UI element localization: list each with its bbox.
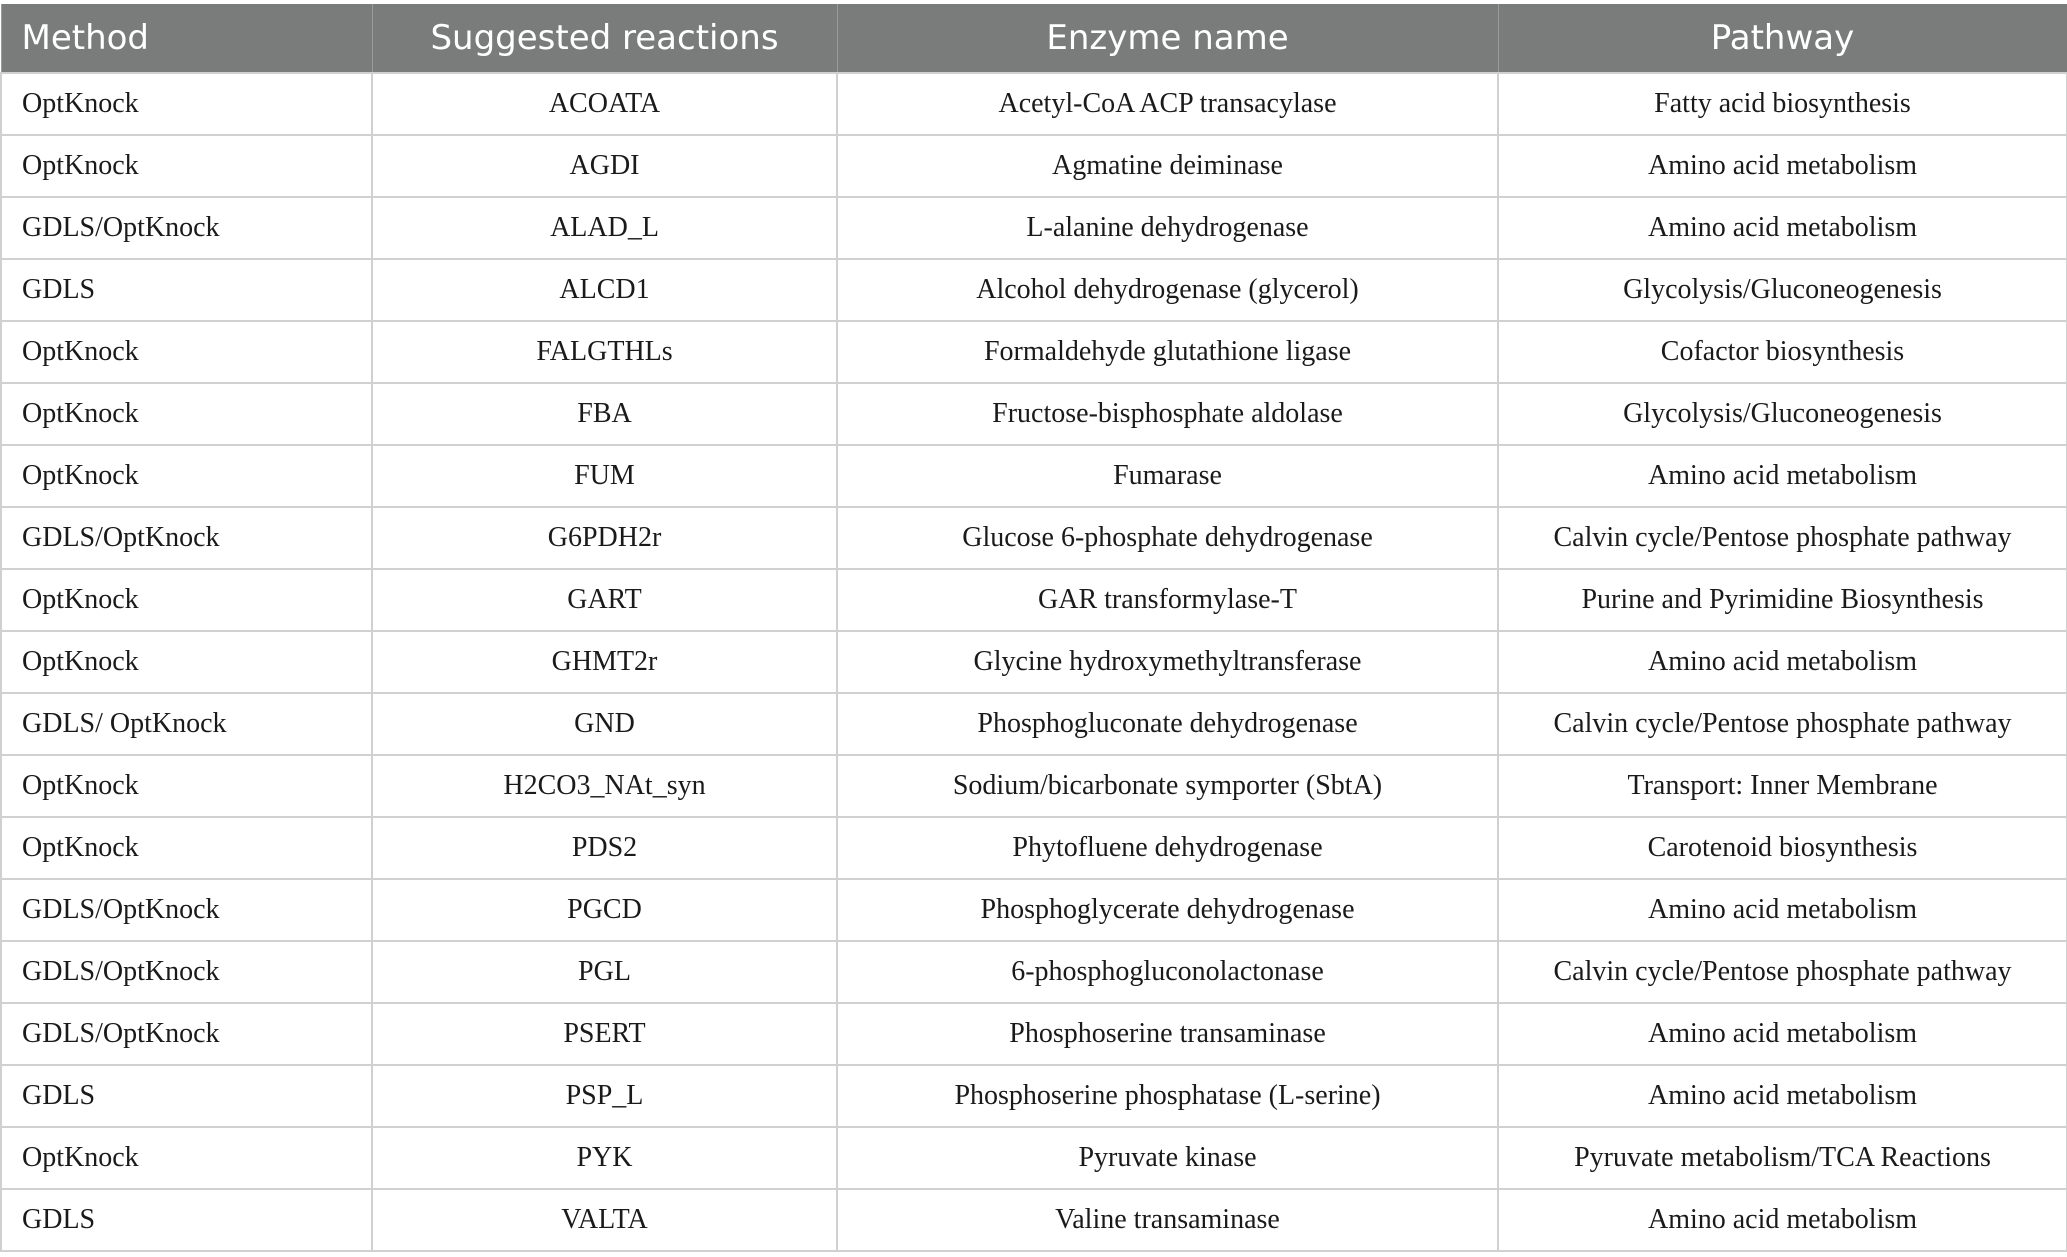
table-row <box>1 135 2067 197</box>
pathway-cell: Glycolysis/Gluconeogenesis <box>1498 259 2067 321</box>
method-cell: OptKnock <box>1 445 372 507</box>
method-cell: GDLS/OptKnock <box>1 941 372 1003</box>
method-cell: OptKnock <box>1 1127 372 1189</box>
table-row <box>1 1065 2067 1127</box>
pathway-cell: Amino acid metabolism <box>1498 135 2067 197</box>
table-row <box>1 1189 2067 1251</box>
header-row <box>1 4 2067 73</box>
enzyme-name-cell: Formaldehyde glutathione ligase <box>837 321 1498 383</box>
method-cell: GDLS <box>1 1189 372 1251</box>
enzyme-name-cell: Fructose-bisphosphate aldolase <box>837 383 1498 445</box>
pathway-cell: Transport: Inner Membrane <box>1498 755 2067 817</box>
pathway-cell: Calvin cycle/Pentose phosphate pathway <box>1498 941 2067 1003</box>
method-cell: GDLS/OptKnock <box>1 1003 372 1065</box>
method-cell: OptKnock <box>1 569 372 631</box>
table-row <box>1 941 2067 1003</box>
reaction-cell: ALCD1 <box>372 259 837 321</box>
table-row <box>1 1127 2067 1189</box>
table-row <box>1 1003 2067 1065</box>
pathway-cell: Amino acid metabolism <box>1498 1189 2067 1251</box>
pathway-cell: Amino acid metabolism <box>1498 879 2067 941</box>
table-header <box>1 4 2067 73</box>
enzyme-name-cell: Sodium/bicarbonate symporter (SbtA) <box>837 755 1498 817</box>
reaction-cell: H2CO3_NAt_syn <box>372 755 837 817</box>
method-cell: GDLS/OptKnock <box>1 879 372 941</box>
table-row <box>1 879 2067 941</box>
pathway-cell: Carotenoid biosynthesis <box>1498 817 2067 879</box>
table-row <box>1 445 2067 507</box>
enzyme-name-cell: L-alanine dehydrogenase <box>837 197 1498 259</box>
reaction-cell: VALTA <box>372 1189 837 1251</box>
reaction-cell: PDS2 <box>372 817 837 879</box>
method-cell: OptKnock <box>1 321 372 383</box>
reaction-cell: PSP_L <box>372 1065 837 1127</box>
enzyme-name-cell: Valine transaminase <box>837 1189 1498 1251</box>
reaction-cell: PGL <box>372 941 837 1003</box>
table-row <box>1 631 2067 693</box>
method-cell: GDLS <box>1 259 372 321</box>
method-cell: GDLS <box>1 1065 372 1127</box>
pathway-cell: Amino acid metabolism <box>1498 631 2067 693</box>
method-cell: OptKnock <box>1 73 372 135</box>
table-row <box>1 817 2067 879</box>
method-cell: OptKnock <box>1 631 372 693</box>
table-body <box>1 73 2067 1251</box>
enzyme-name-cell: 6-phosphogluconolactonase <box>837 941 1498 1003</box>
reaction-cell: PYK <box>372 1127 837 1189</box>
enzyme-name-cell: Glycine hydroxymethyltransferase <box>837 631 1498 693</box>
enzyme-name-cell: Phosphoglycerate dehydrogenase <box>837 879 1498 941</box>
pathway-cell: Calvin cycle/Pentose phosphate pathway <box>1498 507 2067 569</box>
reaction-cell: GART <box>372 569 837 631</box>
pathway-cell: Amino acid metabolism <box>1498 1003 2067 1065</box>
table-row <box>1 259 2067 321</box>
header-method: Method <box>1 4 372 73</box>
header-pathway: Pathway <box>1498 4 2067 73</box>
pathway-cell: Calvin cycle/Pentose phosphate pathway <box>1498 693 2067 755</box>
table-row <box>1 693 2067 755</box>
enzyme-name-cell: Agmatine deiminase <box>837 135 1498 197</box>
method-cell: GDLS/OptKnock <box>1 507 372 569</box>
header-suggested-reactions: Suggested reactions <box>372 4 837 73</box>
method-cell: GDLS/ OptKnock <box>1 693 372 755</box>
table-row <box>1 321 2067 383</box>
table-row <box>1 507 2067 569</box>
enzyme-name-cell: Phytofluene dehydrogenase <box>837 817 1498 879</box>
reaction-cell: GHMT2r <box>372 631 837 693</box>
method-cell: OptKnock <box>1 135 372 197</box>
pathway-cell: Purine and Pyrimidine Biosynthesis <box>1498 569 2067 631</box>
reaction-cell: FUM <box>372 445 837 507</box>
reaction-cell: GND <box>372 693 837 755</box>
enzyme-name-cell: Alcohol dehydrogenase (glycerol) <box>837 259 1498 321</box>
enzyme-name-cell: Phosphoserine phosphatase (L-serine) <box>837 1065 1498 1127</box>
pathway-cell: Amino acid metabolism <box>1498 197 2067 259</box>
table-row <box>1 197 2067 259</box>
reaction-cell: FBA <box>372 383 837 445</box>
table-row <box>1 755 2067 817</box>
enzyme-name-cell: Phosphogluconate dehydrogenase <box>837 693 1498 755</box>
enzyme-name-cell: Phosphoserine transaminase <box>837 1003 1498 1065</box>
method-cell: OptKnock <box>1 817 372 879</box>
pathway-cell: Fatty acid biosynthesis <box>1498 73 2067 135</box>
pathway-cell: Cofactor biosynthesis <box>1498 321 2067 383</box>
reactions-table <box>0 4 2067 1252</box>
reaction-cell: AGDI <box>372 135 837 197</box>
table-row <box>1 569 2067 631</box>
pathway-cell: Glycolysis/Gluconeogenesis <box>1498 383 2067 445</box>
enzyme-name-cell: GAR transformylase-T <box>837 569 1498 631</box>
method-cell: OptKnock <box>1 755 372 817</box>
method-cell: GDLS/OptKnock <box>1 197 372 259</box>
reaction-cell: G6PDH2r <box>372 507 837 569</box>
method-cell: OptKnock <box>1 383 372 445</box>
pathway-cell: Amino acid metabolism <box>1498 1065 2067 1127</box>
pathway-cell: Pyruvate metabolism/TCA Reactions <box>1498 1127 2067 1189</box>
pathway-cell: Amino acid metabolism <box>1498 445 2067 507</box>
reaction-cell: FALGTHLs <box>372 321 837 383</box>
reaction-cell: ACOATA <box>372 73 837 135</box>
enzyme-name-cell: Acetyl-CoA ACP transacylase <box>837 73 1498 135</box>
reaction-cell: PGCD <box>372 879 837 941</box>
reaction-cell: PSERT <box>372 1003 837 1065</box>
enzyme-name-cell: Fumarase <box>837 445 1498 507</box>
table-row <box>1 383 2067 445</box>
reaction-cell: ALAD_L <box>372 197 837 259</box>
table-row <box>1 73 2067 135</box>
enzyme-name-cell: Glucose 6-phosphate dehydrogenase <box>837 507 1498 569</box>
enzyme-name-cell: Pyruvate kinase <box>837 1127 1498 1189</box>
header-enzyme-name: Enzyme name <box>837 4 1498 73</box>
reactions-table-container <box>0 4 2066 1252</box>
